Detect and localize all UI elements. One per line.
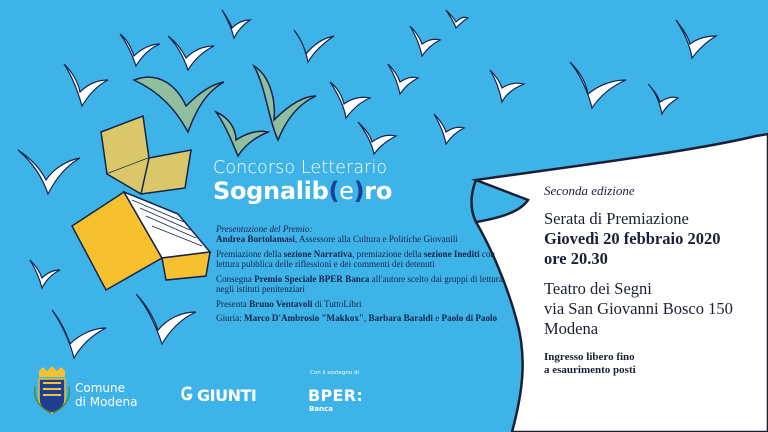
premiazione <box>216 249 516 269</box>
bper-support-text: Con il sostegno di <box>310 370 359 376</box>
p5e: e <box>432 313 442 324</box>
entry-note <box>544 351 749 376</box>
p3c: all'autore scelto dai gruppi di lettura negli istituti penitenziari <box>216 273 503 295</box>
giunti-icon <box>180 385 194 403</box>
presenter-name: Andrea Bortolamasi <box>216 234 295 245</box>
entry-line2: a esaurimento posti <box>544 363 636 376</box>
p2a: Premiazione della <box>216 248 284 259</box>
bper-logo: BPER: <box>308 386 364 405</box>
olive-book <box>101 116 191 194</box>
juror-1: Marco D'Ambrosio "Makkox" <box>244 313 364 324</box>
green-bird <box>254 66 316 140</box>
p3a: Consegna <box>216 273 255 284</box>
title-e: e <box>339 177 354 205</box>
event-details <box>544 183 749 376</box>
venue-name: Teatro dei Segni <box>544 279 652 298</box>
premio-speciale <box>216 274 516 294</box>
venue-city: Modena <box>544 319 599 338</box>
p4c: di TuttoLibri <box>312 298 362 309</box>
juror-3: Paolo di Paolo <box>441 313 498 324</box>
event-title <box>213 158 392 205</box>
green-bird <box>134 77 224 132</box>
title-line2 <box>213 177 392 205</box>
p5c: , <box>363 313 369 324</box>
title-line2-pre: Sognalib <box>213 177 329 205</box>
event-date: Giovedì 20 febbraio 2020 <box>544 229 721 248</box>
bper-sub: Banca <box>309 405 333 413</box>
green-bird <box>216 112 268 156</box>
presenta <box>216 299 516 309</box>
presentazione <box>216 224 516 244</box>
presenter-role: , Assessore alla Cultura e Politiche Giovanili <box>294 234 458 245</box>
title-paren-open: ( <box>328 177 340 205</box>
sezione-narrativa: sezione Narrativa <box>283 248 353 259</box>
comune-crest-icon <box>33 365 71 415</box>
venue-street: via San Giovanni Bosco 150 <box>544 299 733 318</box>
yellow-book <box>72 192 210 290</box>
juror-2: Barbara Baraldi <box>368 313 433 324</box>
title-line2-post: ro <box>364 177 393 205</box>
premio-bper: Premio Speciale BPER Banca <box>254 273 370 284</box>
title-paren-close: ) <box>353 177 365 205</box>
entry-line1: Ingresso libero fino <box>544 351 635 363</box>
p2c: , premiazione della <box>352 248 424 259</box>
p5a: Giuria: <box>216 313 245 324</box>
giunti-logo: GIUNTI <box>197 386 257 405</box>
presentazione-label: Presentazione del Premio: <box>216 224 313 234</box>
comune-line2: di Modena <box>75 395 138 409</box>
comune-line1: Comune <box>75 381 126 395</box>
p4a: Presenta <box>216 298 250 309</box>
event-name: Serata di Premiazione <box>544 209 689 228</box>
event-time: ore 20.30 <box>544 249 608 268</box>
comune-logo-text <box>75 381 137 409</box>
p2e: con lettura pubblica delle riflessioni e dei commenti dei detenuti <box>216 248 496 270</box>
presenter-host: Bruno Ventavoli <box>249 298 313 309</box>
giuria <box>216 313 516 323</box>
programme-text <box>216 224 516 328</box>
edition: Seconda edizione <box>544 183 635 198</box>
title-line1: Concorso Letterario <box>213 158 388 178</box>
sezione-inediti: sezione Inediti <box>423 248 480 259</box>
venue <box>544 279 749 339</box>
